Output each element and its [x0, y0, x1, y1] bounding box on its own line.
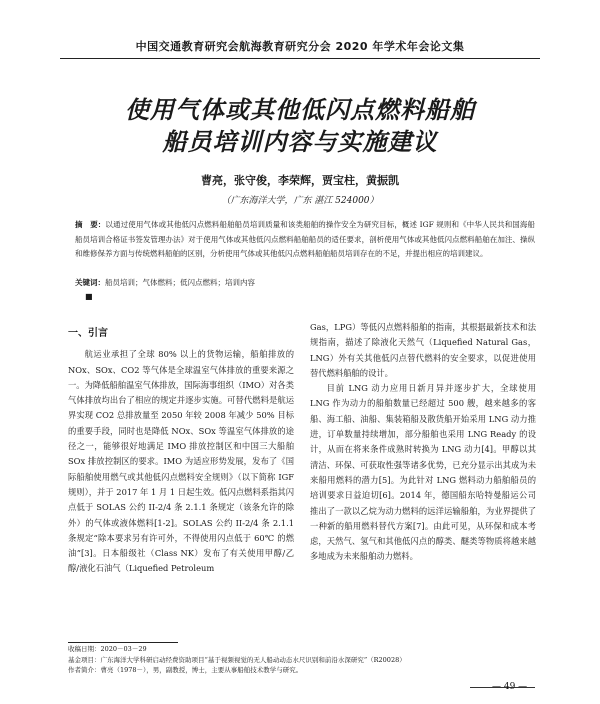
body-paragraph: Gas，LPG）等低闪点燃料船舶的指南，其根据最新技术和法规指南，描述了除液化天然气（Liquefied Natural Gas，LNG）外有关其他低闪点替代燃料的安全要求，以促进使用替代燃料船舶的设计。 [310, 322, 536, 378]
page-number: — 49 — [492, 682, 528, 692]
keywords-text: 船员培训；气体燃料；低闪点燃料；培训内容 [105, 278, 255, 287]
footnote-rule [68, 642, 178, 643]
authors: 曹亮，张守俊，李荣辉，贾宝柱，黄振凯 [201, 174, 399, 187]
footnote-funding: 基金项目：广东海洋大学科研启动经费资助项目“基于视频视觉的无人船动动态水尺识别和前沿水深研究”（R20028） [68, 655, 406, 664]
section-heading-intro: 一、引言 [68, 328, 108, 339]
keywords-label: 关键词： [75, 278, 105, 287]
keywords [75, 276, 535, 290]
left-column [68, 320, 294, 577]
right-column [310, 320, 536, 565]
abstract-text: 以通过使用气体或其他低闪点燃料船舶船员培训质量和该类船舶的操作安全为研究目标，概述 IGF 规则和《中华人民共和国海船船员培训合格证书签发管理办法》对于使用气体或其他低闪点燃料船舶船员的适任要求，剖析使用气体或其他低闪点燃料船舶在加注、操纵和维修保养方面与传统燃料船舶的区别，分析使用气体或其他低闪点燃料船舶船员培训存在的不足，并提出相应的培训建议。 [75, 220, 535, 258]
section-marker: ■ [85, 292, 93, 301]
paper-title-line-2: 船员培训内容与实施建议 [162, 128, 438, 156]
body-paragraph: 目前 LNG 动力应用日新月异并逐步扩大，全球使用 LNG 作为动力的船舶数量已经超过 500 艘，越来越多的客船、海工船、油船、集装箱船及散货船开始采用 LNG 动力推进，订单数量持续增加，部分船舶也采用 LNG Ready 的设计，从而在将来条件成熟时转换为 LNG 动力[4]。甲醇以其清洁、环保、可获取性强等诸多优势，已充分显示出其成为未来船用燃料的潜力[5]。为此针对 LNG 燃料动力船舶船员的培训要求日益迫切[6]。2014 年，德国船东哈特曼船运公司推出了一款以乙烷为动力燃料的远洋运输船舶，为业界提供了一种新的船用燃料替代方案[7]。由此可见，从环保和成本考虑，天然气、氢气和其他低闪点的醇类、醚类等物质将越来越多地成为未来船舶动力燃料。 [310, 383, 536, 562]
footnote-author: 作者简介：曹亮（1978－），男，副教授，博士，主要从事船舶技术教学与研究。 [68, 666, 303, 674]
abstract-label: 摘 要： [75, 220, 106, 229]
footnote-received: 收稿日期：2020－03－29 [68, 645, 147, 653]
paper-title-line-1: 使用气体或其他低闪点燃料船舶 [125, 96, 475, 124]
footnotes [68, 644, 538, 676]
running-header: 中国交通教育研究会航海教育研究分会 2020 年学术年会论文集 [135, 40, 465, 53]
body-paragraph: 航运业承担了全球 80% 以上的货物运输，船舶排放的 NOx、SOx、CO2 等气体是全球温室气体排放的重要来源之一。为降低船舶温室气体排放，国际海事组织（IMO）对各类气体排放均出台了相应的规定并逐步实施。可替代燃料是航运界实现 CO2 总排放量至 2050 年较 2008 年减少 50% 目标的重要手段，同时也是降低 NOx、SOx 等温室气体排放的途径之一，能够很好地满足 IMO 排放控制区和中国三大船舶 SOx 排放控制区的要求。IMO 为适应形势发展，发布了《国际船舶使用燃气或其他低闪点燃料安全规则》（以下简称 IGF 规则），并于 2017 年 1 月 1 日起生效。低闪点燃料系指其闪点低于 SOLAS 公约 II-2/4 条 2.1.1 条规定（该条允许的除外）的气体或液体燃料[1-2]。SOLAS 公约 II-2/4 条 2.1.1 条规定“除本要求另有许可外，不得使用闪点低于 60℃ 的燃油”[3]。日本船级社（Class NK）发布了有关使用甲醇/乙醇/液化石油气（Liquefied Petroleum [68, 349, 294, 574]
abstract [75, 218, 535, 262]
affiliation: （广东海洋大学，广东 湛江 524000） [221, 196, 379, 206]
header-rule [60, 58, 540, 59]
